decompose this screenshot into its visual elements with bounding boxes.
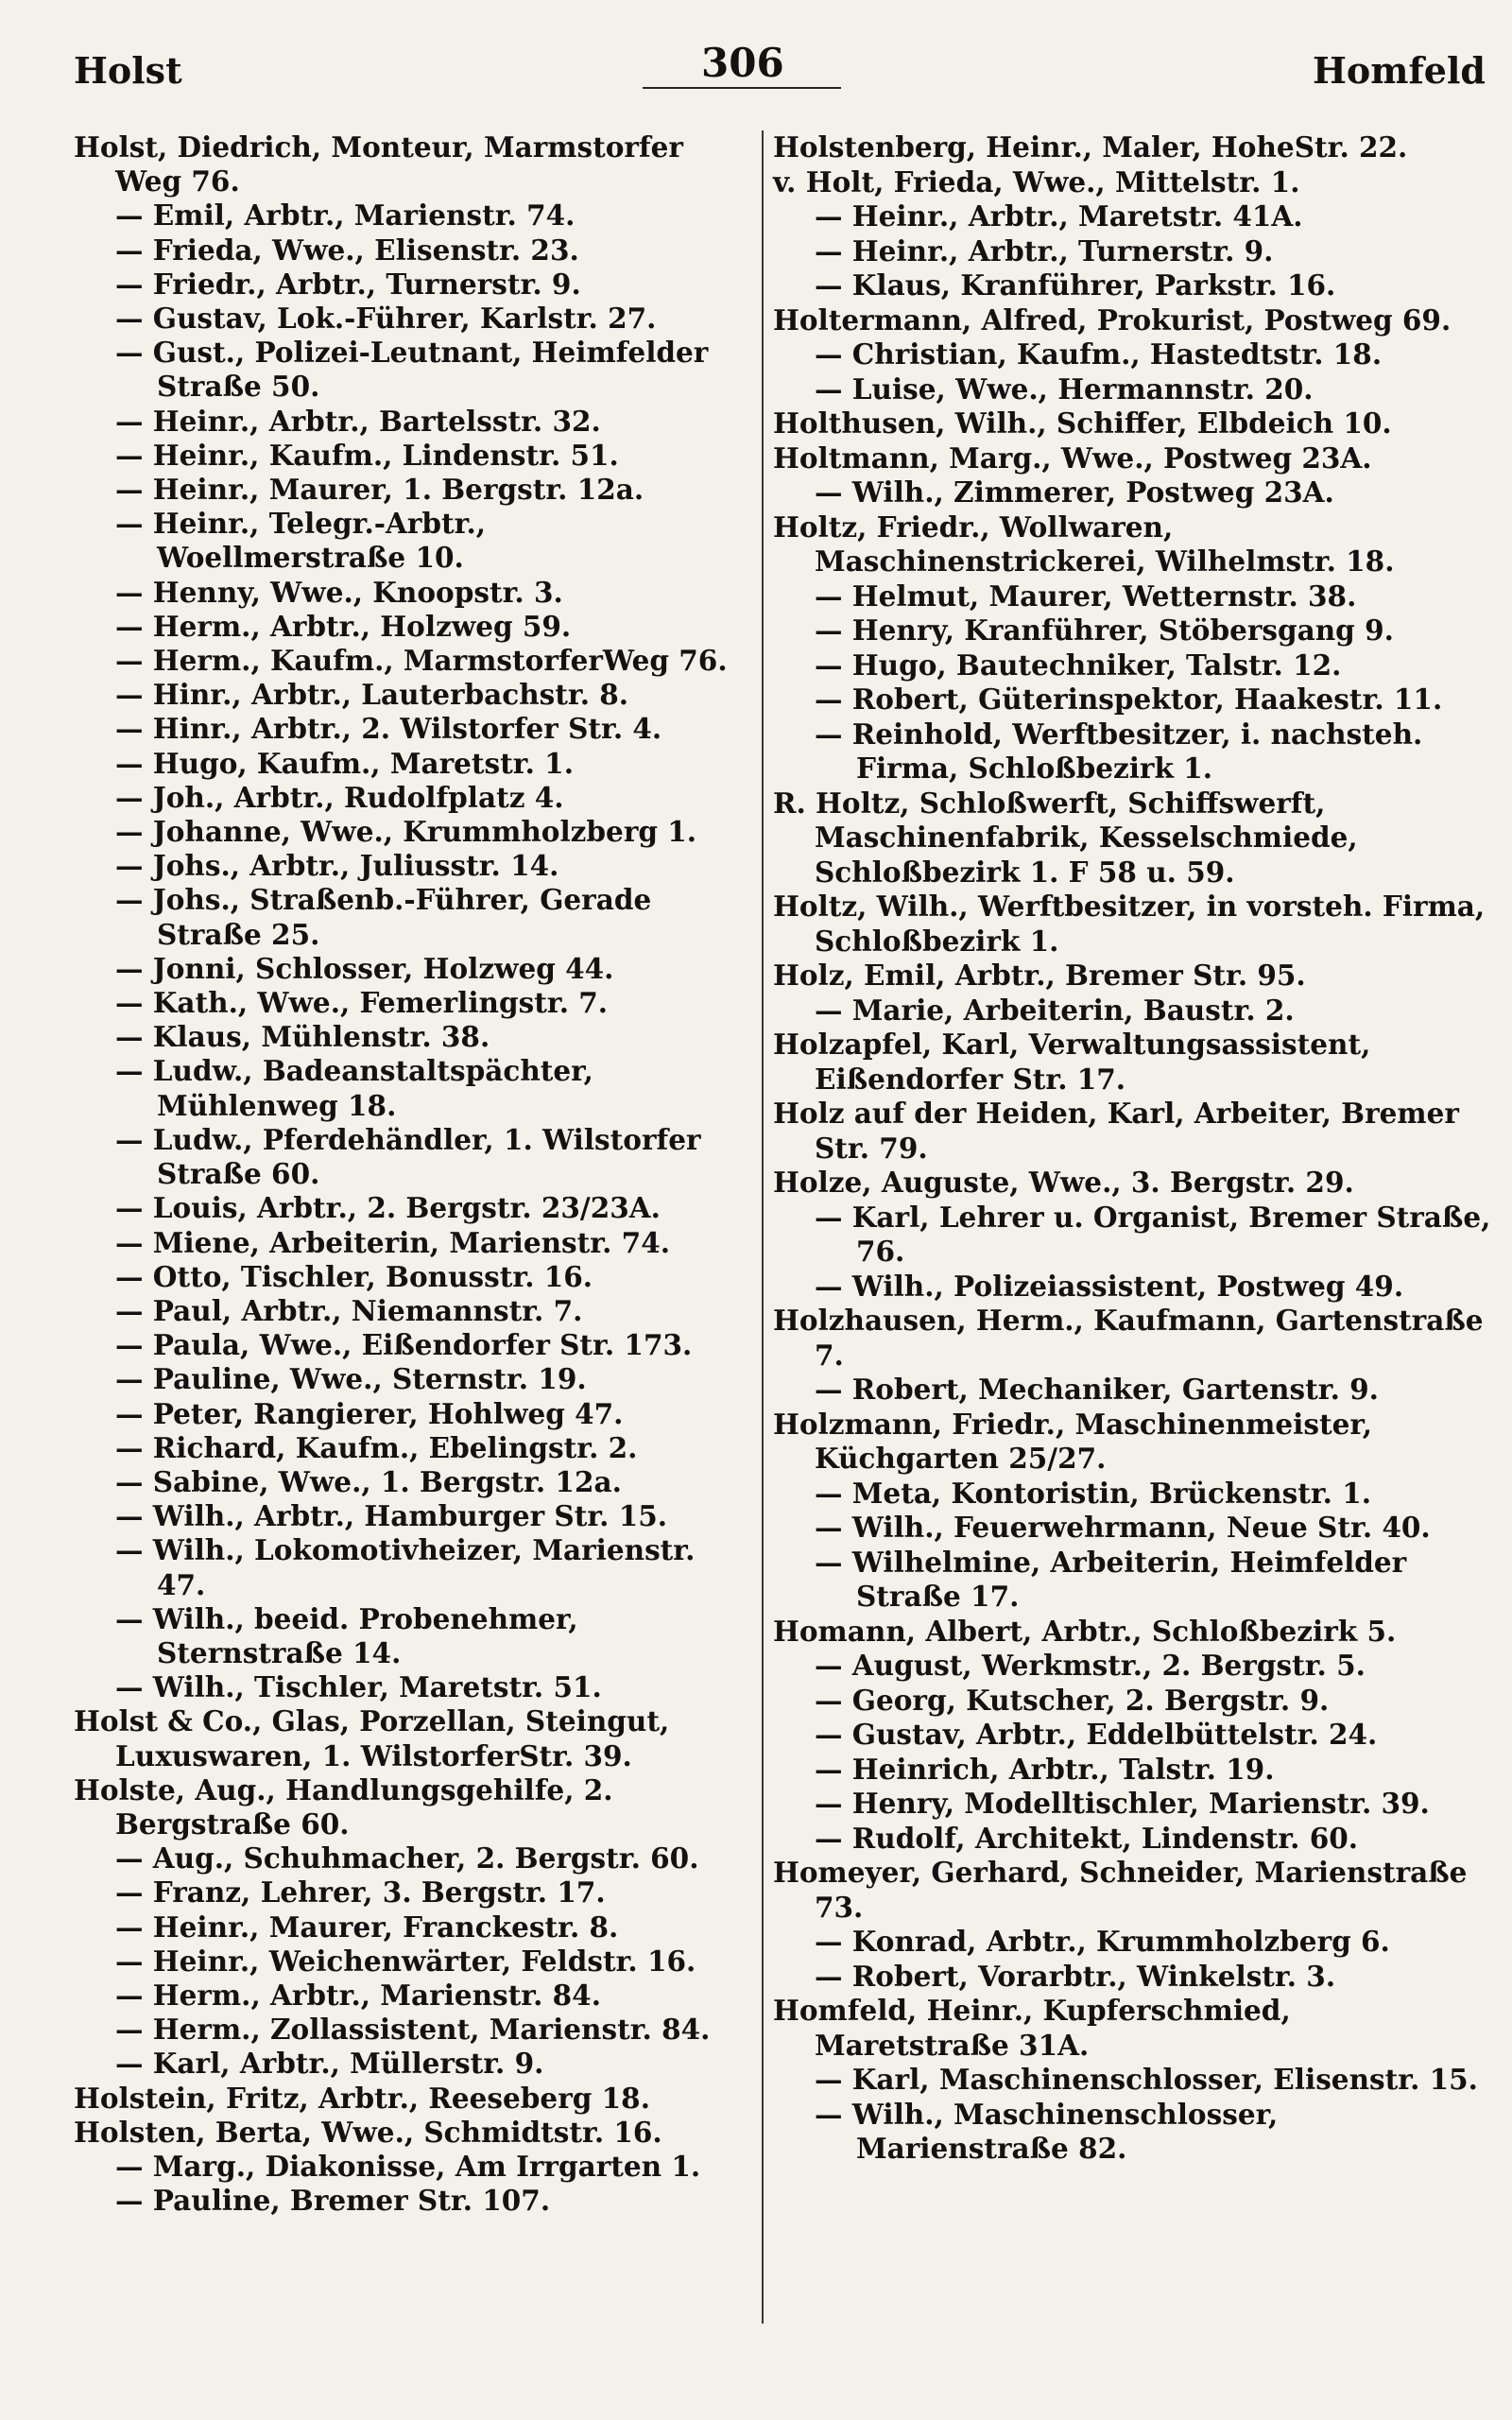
- directory-entry: — Gustav, Arbtr., Eddelbüttelstr. 24.: [815, 1718, 1378, 1751]
- directory-entry: — Emil, Arbtr., Marienstr. 74.: [115, 199, 576, 233]
- directory-entry: — Paula, Wwe., Eißendorfer Str. 173.: [115, 1328, 693, 1362]
- directory-entry: Holstein, Fritz, Arbtr., Reeseberg 18.: [74, 2081, 650, 2115]
- directory-entry: — Wilh., Zimmerer, Postweg 23A.: [815, 475, 1334, 509]
- directory-entry: — Reinhold, Werftbesitzer, i. nachsteh. Firma, Schloßbezirk 1.: [815, 717, 1423, 785]
- right-column: [773, 130, 1493, 2167]
- directory-entry: — Meta, Kontoristin, Brückenstr. 1.: [815, 1476, 1372, 1510]
- directory-entry: — Wilh., Arbtr., Hamburger Str. 15.: [115, 1499, 668, 1533]
- directory-entry: — Joh., Arbtr., Rudolfplatz 4.: [115, 780, 564, 814]
- directory-entry: — Konrad, Arbtr., Krummholzberg 6.: [815, 1925, 1390, 1958]
- directory-entry: — Robert, Vorarbtr., Winkelstr. 3.: [815, 1959, 1336, 1993]
- directory-entry: — Otto, Tischler, Bonusstr. 16.: [115, 1259, 593, 1293]
- directory-entry: — Robert, Mechaniker, Gartenstr. 9.: [815, 1373, 1379, 1406]
- directory-entry: — Helmut, Maurer, Wetternstr. 38.: [815, 579, 1357, 613]
- directory-entry: — Wilh., Feuerwehrmann, Neue Str. 40.: [815, 1511, 1431, 1544]
- directory-entry: — Hinr., Arbtr., 2. Wilstorfer Str. 4.: [115, 712, 662, 746]
- directory-entry: — Henry, Kranführer, Stöbersgang 9.: [815, 614, 1394, 647]
- directory-entry: — Hugo, Bautechniker, Talstr. 12.: [815, 648, 1342, 682]
- directory-entry: — Klaus, Mühlenstr. 38.: [115, 1020, 490, 1054]
- directory-entry: — Heinr., Arbtr., Maretstr. 41A.: [815, 199, 1303, 233]
- directory-entry: — Friedr., Arbtr., Turnerstr. 9.: [115, 267, 581, 301]
- directory-entry: Holtermann, Alfred, Prokurist, Postweg 69.: [773, 302, 1452, 337]
- directory-entry: — Christian, Kaufm., Hastedtstr. 18.: [815, 337, 1383, 371]
- directory-entry: — Heinr., Arbtr., Turnerstr. 9.: [815, 233, 1274, 268]
- directory-entry: — Marg., Diakonisse, Am Irrgarten 1.: [115, 2149, 701, 2183]
- directory-entry: Holzhausen, Herm., Kaufmann, Gartenstraße 7.: [773, 1304, 1484, 1372]
- directory-entry: Holthusen, Wilh., Schiffer, Elbdeich 10.: [773, 406, 1392, 440]
- directory-entry: — Wilh., beeid. Probenehmer, Sternstraße 14.: [115, 1601, 578, 1669]
- directory-entry: Holtz, Friedr., Wollwaren, Maschinenstrickerei, Wilhelmstr. 18.: [773, 510, 1395, 578]
- directory-entry: — Wilh., Tischler, Maretstr. 51.: [115, 1670, 602, 1704]
- directory-entry: Holst, Diedrich, Monteur, Marmstorfer Weg 76.: [74, 130, 683, 199]
- directory-entry: v. Holt, Frieda, Wwe., Mittelstr. 1.: [773, 164, 1300, 199]
- directory-entry: — Heinrich, Arbtr., Talstr. 19.: [815, 1752, 1275, 1786]
- directory-entry: Holze, Auguste, Wwe., 3. Bergstr. 29.: [773, 1166, 1354, 1199]
- directory-entry: — August, Werkmstr., 2. Bergstr. 5.: [815, 1649, 1366, 1682]
- directory-entry: Holstenberg, Heinr., Maler, HoheStr. 22.: [773, 130, 1408, 164]
- directory-entry: — Herm., Arbtr., Marienstr. 84.: [115, 1978, 601, 2012]
- directory-entry: — Johs., Straßenb.-Führer, Gerade Straße 25.: [115, 883, 652, 951]
- directory-entry: — Kath., Wwe., Femerlingstr. 7.: [115, 986, 609, 1020]
- running-head-right: Homfeld: [1313, 49, 1486, 92]
- directory-entry: — Wilh., Polizeiassistent, Postweg 49.: [815, 1269, 1404, 1303]
- directory-entry: — Peter, Rangierer, Hohlweg 47.: [115, 1396, 624, 1430]
- directory-entry: — Klaus, Kranführer, Parkstr. 16.: [815, 268, 1336, 302]
- header-rule: [643, 87, 841, 89]
- running-head-left: Holst: [74, 49, 182, 92]
- column-divider: [762, 130, 764, 2324]
- directory-entry: Homfeld, Heinr., Kupferschmied, Maretstraße 31A.: [773, 1994, 1291, 2062]
- directory-entry: Homann, Albert, Arbtr., Schloßbezirk 5.: [773, 1614, 1397, 1648]
- directory-entry: — Hinr., Arbtr., Lauterbachstr. 8.: [115, 678, 629, 712]
- directory-entry: Holste, Aug., Handlungsgehilfe, 2. Bergstraße 60.: [74, 1772, 613, 1841]
- directory-entry: — Hugo, Kaufm., Maretstr. 1.: [115, 746, 574, 780]
- directory-entry: — Johanne, Wwe., Krummholzberg 1.: [115, 815, 697, 849]
- directory-entry: — Marie, Arbeiterin, Baustr. 2.: [815, 993, 1295, 1027]
- directory-entry: — Heinr., Telegr.-Arbtr., Woellmerstraße 10.: [115, 507, 487, 575]
- directory-entry: — Wilhelmine, Arbeiterin, Heimfelder Straße 17.: [815, 1545, 1407, 1613]
- directory-entry: — Wilh., Maschinenschlosser, Marienstraße 82.: [815, 2097, 1279, 2165]
- directory-entry: — Richard, Kaufm., Ebelingstr. 2.: [115, 1430, 638, 1464]
- directory-entry: — Aug., Schuhmacher, 2. Bergstr. 60.: [115, 1841, 699, 1876]
- directory-entry: — Pauline, Wwe., Sternstr. 19.: [115, 1362, 587, 1396]
- directory-entry: R. Holtz, Schloßwerft, Schiffswerft, Maschinenfabrik, Kesselschmiede, Schloßbezirk 1. F 58 u. 59.: [773, 786, 1358, 889]
- directory-entry: — Ludw., Pferdehändler, 1. Wilstorfer Straße 60.: [115, 1122, 701, 1191]
- directory-entry: Holtmann, Marg., Wwe., Postweg 23A.: [773, 441, 1372, 475]
- directory-entry: — Henry, Modelltischler, Marienstr. 39.: [815, 1787, 1430, 1820]
- directory-entry: — Heinr., Maurer, 1. Bergstr. 12a.: [115, 473, 644, 507]
- directory-entry: — Frieda, Wwe., Elisenstr. 23.: [115, 233, 579, 267]
- directory-entry: — Heinr., Arbtr., Bartelsstr. 32.: [115, 404, 601, 438]
- directory-entry: — Gust., Polizei-Leutnant, Heimfelder Straße 50.: [115, 336, 709, 404]
- directory-entry: — Karl, Lehrer u. Organist, Bremer Straße, 76.: [815, 1200, 1491, 1268]
- left-column: [74, 130, 740, 2218]
- directory-entry: Holz auf der Heiden, Karl, Arbeiter, Bremer Str. 79.: [773, 1097, 1459, 1165]
- directory-entry: — Luise, Wwe., Hermannstr. 20.: [815, 372, 1314, 406]
- directory-entry: Holsten, Berta, Wwe., Schmidtstr. 16.: [74, 2115, 662, 2149]
- directory-entry: — Gustav, Lok.-Führer, Karlstr. 27.: [115, 302, 657, 336]
- directory-entry: — Jonni, Schlosser, Holzweg 44.: [115, 951, 614, 985]
- directory-entry: Holzapfel, Karl, Verwaltungsassistent, Eißendorfer Str. 17.: [773, 1028, 1371, 1096]
- directory-entry: Holst & Co., Glas, Porzellan, Steingut, Luxuswaren, 1. WilstorferStr. 39.: [74, 1704, 670, 1772]
- directory-entry: — Sabine, Wwe., 1. Bergstr. 12a.: [115, 1464, 622, 1498]
- directory-entry: — Herm., Zollassistent, Marienstr. 84.: [115, 2013, 711, 2047]
- directory-entry: — Louis, Arbtr., 2. Bergstr. 23/23A.: [115, 1191, 661, 1225]
- directory-entry: — Ludw., Badeanstaltspächter, Mühlenweg 18.: [115, 1054, 593, 1122]
- directory-entry: — Paul, Arbtr., Niemannstr. 7.: [115, 1293, 583, 1327]
- directory-entry: — Miene, Arbeiterin, Marienstr. 74.: [115, 1225, 670, 1259]
- directory-entry: — Henny, Wwe., Knoopstr. 3.: [115, 575, 563, 609]
- directory-entry: — Karl, Arbtr., Müllerstr. 9.: [115, 2047, 544, 2081]
- directory-entry: Homeyer, Gerhard, Schneider, Marienstraße 73.: [773, 1856, 1468, 1924]
- directory-entry: — Heinr., Maurer, Franckestr. 8.: [115, 1910, 619, 1944]
- directory-entry: — Rudolf, Architekt, Lindenstr. 60.: [815, 1821, 1359, 1855]
- page-number: 306: [701, 40, 784, 86]
- directory-entry: — Karl, Maschinenschlosser, Elisenstr. 15.: [815, 2063, 1478, 2096]
- directory-entry: — Herm., Arbtr., Holzweg 59.: [115, 609, 572, 643]
- directory-entry: — Heinr., Kaufm., Lindenstr. 51.: [115, 438, 619, 472]
- directory-entry: Holzmann, Friedr., Maschinenmeister, Küchgarten 25/27.: [773, 1407, 1373, 1475]
- directory-entry: — Robert, Güterinspektor, Haakestr. 11.: [815, 683, 1443, 716]
- directory-entry: Holtz, Wilh., Werftbesitzer, in vorsteh. Firma, Schloßbezirk 1.: [773, 890, 1486, 958]
- directory-entry: Holz, Emil, Arbtr., Bremer Str. 95.: [773, 959, 1306, 992]
- directory-entry: — Heinr., Weichenwärter, Feldstr. 16.: [115, 1944, 696, 1978]
- directory-entry: — Georg, Kutscher, 2. Bergstr. 9.: [815, 1683, 1330, 1717]
- directory-entry: — Herm., Kaufm., MarmstorferWeg 76.: [115, 644, 728, 678]
- directory-entry: — Wilh., Lokomotivheizer, Marienstr. 47.: [115, 1533, 696, 1601]
- directory-entry: — Johs., Arbtr., Juliusstr. 14.: [115, 849, 559, 883]
- directory-entry: — Franz, Lehrer, 3. Bergstr. 17.: [115, 1876, 606, 1910]
- directory-entry: — Pauline, Bremer Str. 107.: [115, 2184, 551, 2218]
